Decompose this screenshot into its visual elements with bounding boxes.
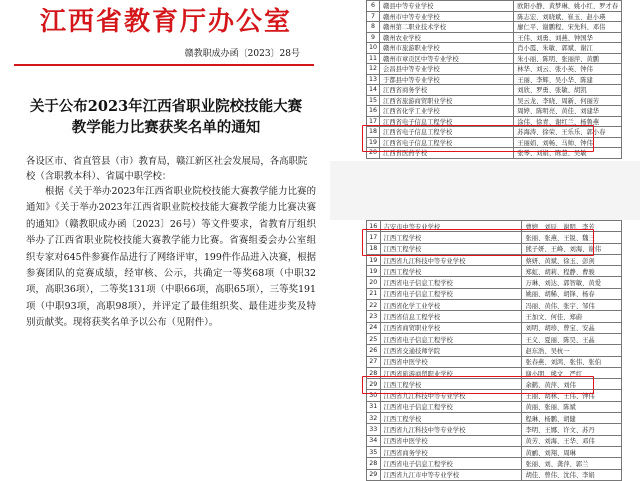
row-number: 22 [367, 300, 381, 311]
table-row [367, 446, 622, 457]
row-number: 20 [367, 277, 381, 288]
row-number: 34 [367, 435, 381, 446]
page-gap [330, 161, 640, 220]
issuer-header: 江西省教育厅办公室 [39, 7, 292, 37]
table-row [367, 424, 622, 435]
school-name: 江西省九江科技中等专业学校 [380, 424, 522, 435]
school-name: 赣州农业学校 [380, 32, 514, 43]
table-row [367, 95, 622, 106]
team-members: 王丽、胡林、王伟、钟伟 [522, 390, 622, 401]
table-row [367, 300, 622, 311]
row-number: 7 [367, 11, 380, 22]
team-members: 王丽、李辉、吴小华、陈建 [514, 74, 622, 85]
table-row [367, 356, 622, 367]
highlight-box-top [362, 125, 594, 152]
row-number: 12 [367, 64, 380, 75]
table-row [367, 74, 622, 85]
school-name: 赣州市中等专业学校 [380, 11, 514, 22]
row-number: 29 [367, 469, 381, 480]
school-name: 江西省九江科技中等专业学校 [380, 390, 522, 401]
team-members: 黄丽、张丽、陈斌 [522, 401, 622, 412]
school-name: 赣州市章贡区中等专业学校 [380, 53, 514, 64]
row-number: 13 [367, 74, 380, 85]
team-members: 吴云龙、李晓、周新、何丽芳 [514, 95, 622, 106]
team-members: 郑虹、胡莉、程静、曹骏 [522, 266, 622, 277]
table-row [367, 311, 622, 322]
row-number: 15 [367, 95, 380, 106]
team-members: 胡佳、曾伟、沈伟、李娟 [522, 469, 622, 480]
team-members: 王伟、刘勇、刘燕、钟国华 [514, 32, 622, 43]
team-members: 王义、夏丽、陈昊、王晶 [522, 333, 622, 344]
row-number: 6 [367, 1, 380, 12]
school-name: 江西省商务学校 [380, 85, 514, 96]
team-members: 蔡妍、黄斌、徐玉、彭剑 [522, 254, 622, 265]
team-members: 李明、王娜、许文、苏丹 [522, 424, 622, 435]
team-members: 欧阳小静、黄梦琳、姚小红、罗才春 [514, 1, 622, 12]
row-number: 23 [367, 311, 381, 322]
table-row [367, 266, 622, 277]
table-row [367, 85, 622, 96]
row-number: 31 [367, 401, 381, 412]
team-members: 肖小霞、朱敏、郭斌、谢江 [514, 43, 622, 54]
table-row [367, 401, 622, 412]
table-row [367, 277, 622, 288]
row-number: 9 [367, 32, 380, 43]
row-number: 19 [367, 254, 381, 265]
school-name: 江西省电子信息工程学校 [380, 401, 522, 412]
table-row [367, 22, 622, 33]
row-number: 8 [367, 22, 380, 33]
team-members: 廖仁平、谢鹏程、宋先科、邓伟 [514, 22, 622, 33]
school-name: 江西省交通技师学院 [380, 345, 522, 356]
school-name: 赣县中等专业学校 [380, 1, 514, 12]
table-row [367, 254, 622, 265]
table-row [367, 32, 622, 43]
school-name: 江西省电子信息工程学校 [380, 137, 514, 148]
team-members: 林华、刘云、张小英、钟伟 [514, 64, 622, 75]
school-name: 江西省电子信息工程学校 [380, 277, 522, 288]
team-members: 刘明、胡珍、曾宝、安晶 [522, 322, 622, 333]
team-members: 姚丽、胡稀、胡锋、杨春 [522, 288, 622, 299]
team-members: 陈志宏、刘晓斌、崔玉、赵小瑛 [514, 11, 622, 22]
team-members: 张春燕、刘鸿、张伟、张伯 [522, 356, 622, 367]
row-number: 24 [367, 322, 381, 333]
school-name: 江西省电子信息工程学校 [380, 116, 514, 127]
team-members: 谢小明、熊文、严红 [522, 367, 622, 378]
school-name: 赣州第二职业技术学校 [380, 22, 514, 33]
table-row [367, 413, 622, 424]
school-name: 江西省中医学校 [380, 356, 522, 367]
row-number: 18 [367, 127, 380, 138]
team-members: 张丽、刘、龚萍、郭兰 [522, 458, 622, 469]
school-name: 会昌县中等专业学校 [380, 64, 514, 75]
row-number: 18 [367, 243, 381, 254]
school-name: 江西省九江科技中等专业学校 [380, 254, 522, 265]
row-number: 20 [367, 148, 380, 159]
table-row [367, 106, 622, 117]
table-row [367, 345, 622, 356]
row-number: 17 [367, 232, 381, 243]
school-name: 江西省商务学校 [380, 446, 522, 457]
salutation: 各设区市、省直管县（市）教育局，赣江新区社会发展局，各高职院校（含职教本科）、省属中职学校： [26, 156, 308, 182]
school-name: 江西省电子信息工程学校 [380, 333, 522, 344]
team-members: 王加文、何佳、郑蔚 [522, 311, 622, 322]
notice-body: 根据《关于举办2023年江西省职业院校技能大赛教学能力比赛的通知》《关于举办2023年江西省职业院校技能大赛教学能力比赛决赛的通知》（赣教职成办函〔2023〕26号）等文件要求，省教育厅组织举办了江西省职业院校技能大赛教学能力比赛。省赛组委会办公室组织专家对645件参赛作品进行了网络评审，199件作品进入决赛，根据参赛团队的竞赛成绩，经审核、公示，共确定一等奖68项（中职32项，高职36项），二等奖131项（中职66项，高职65项），三等奖191项（中职93项，高职98项），并评定了最佳组织奖、最佳进步奖及特别贡献奖。现将获奖名单予以公布（见附件）。 [26, 186, 316, 329]
team-members: 周婷、陈明亮、黄佳、刘建华 [514, 106, 622, 117]
table-row [367, 11, 622, 22]
team-members: 熊子妍、王峰、刘海、谢伟 [522, 243, 622, 254]
award-table-bottom [366, 220, 622, 481]
document-number: 赣教职成办函〔2023〕28号 [184, 49, 300, 59]
row-number: 30 [367, 390, 381, 401]
row-number: 25 [367, 333, 381, 344]
school-name: 江西工程学校 [380, 243, 522, 254]
row-number: 10 [367, 43, 380, 54]
notice-document [0, 0, 330, 417]
row-number: 16 [367, 221, 381, 232]
team-members: 冯丽、黄伟、张宇、邹伟 [522, 300, 622, 311]
school-name: 赣州市旅游职业学校 [380, 43, 514, 54]
row-number: 19 [367, 266, 381, 277]
row-number: 17 [367, 116, 380, 127]
row-number: 19 [367, 137, 380, 148]
school-name: 江西工程学校 [380, 413, 522, 424]
table-row [367, 43, 622, 54]
row-number: 16 [367, 106, 380, 117]
notice-title [10, 96, 322, 138]
team-members: 朱小丽、陈明、张丽萍、黄鹏 [514, 53, 622, 64]
table-row [367, 53, 622, 64]
row-number: 33 [367, 424, 381, 435]
highlight-box-middle [362, 229, 594, 256]
row-number: 11 [367, 53, 380, 64]
team-members: 万琳、刘达、郭智敏、黄爱 [522, 277, 622, 288]
table-row [367, 435, 622, 446]
school-name: 江西工程学校 [380, 232, 522, 243]
row-number: 28 [367, 458, 381, 469]
table-row [367, 64, 622, 75]
team-members: 张琴、刘娟、陈慧、吴敏 [514, 148, 622, 159]
row-number: 32 [367, 413, 381, 424]
row-number: 28 [367, 367, 381, 378]
team-members: 黄鹂、刘翔、周琳 [522, 446, 622, 457]
row-number: 35 [367, 446, 381, 457]
school-name: 江西省商贸职业学校 [380, 322, 522, 333]
team-members: 王丽娟、刘畅、马帅、钟伟 [514, 137, 622, 148]
team-members: 余鹤、黄萍、刘伟 [522, 379, 622, 390]
school-name: 吉安市中等专业学校 [380, 221, 522, 232]
team-members: 赵东浩、吴杭一 [522, 345, 622, 356]
table-row [367, 1, 622, 12]
highlight-box-bottom [362, 376, 594, 394]
red-divider [14, 64, 314, 66]
school-name: 江西省中医学校 [380, 435, 522, 446]
team-members: 张丽、张燕、王锐、魏三 [522, 232, 622, 243]
school-name: 江西工程学校 [380, 379, 522, 390]
row-number: 14 [367, 85, 380, 96]
team-members: 刘欣、罗勇、张敏、胡凯 [514, 85, 622, 96]
table-row [367, 288, 622, 299]
table-row [367, 322, 622, 333]
row-number: 21 [367, 288, 381, 299]
school-name: 江西省化学工业学校 [380, 106, 514, 117]
school-name: 于都县中等专业学校 [380, 74, 514, 85]
table-row [367, 333, 622, 344]
team-members: 程琳、杨鹏、胡健 [522, 413, 622, 424]
school-name: 江西省化学工业学校 [380, 300, 522, 311]
notice-title-line1: 关于公布2023年江西省职业院校技能大赛 [29, 98, 303, 115]
team-members: 涂伟、徐青、谢红兰、杨鲁燕 [514, 116, 622, 127]
school-name: 江西省医药学校 [380, 148, 514, 159]
school-name: 江西省电子信息工程学校 [380, 127, 514, 138]
team-members: 苏海涛、徐荣、王乐乐、郭小春 [514, 127, 622, 138]
team-members: 黄芳、刘海、王华、邓伟 [522, 435, 622, 446]
row-number: 27 [367, 356, 381, 367]
table-row [367, 469, 622, 480]
school-name: 江西省旅游商贸职业学校 [380, 95, 514, 106]
school-name: 江西省电子信息工程学校 [380, 288, 522, 299]
school-name: 江西省九江市中等专业学校 [380, 469, 522, 480]
school-name: 江西省信息工程学校 [380, 311, 522, 322]
table-row [367, 458, 622, 469]
school-name: 江西省旅游商贸职业学校 [380, 367, 522, 378]
team-members: 曹婷、刘辰、谢明、李芳 [522, 221, 622, 232]
row-number: 29 [367, 379, 381, 390]
school-name: 江西工程学校 [380, 266, 522, 277]
notice-title-line2: 教学能力比赛获奖名单的通知 [71, 119, 261, 136]
row-number: 26 [367, 345, 381, 356]
school-name: 江西省电子信息工程学校 [380, 458, 522, 469]
